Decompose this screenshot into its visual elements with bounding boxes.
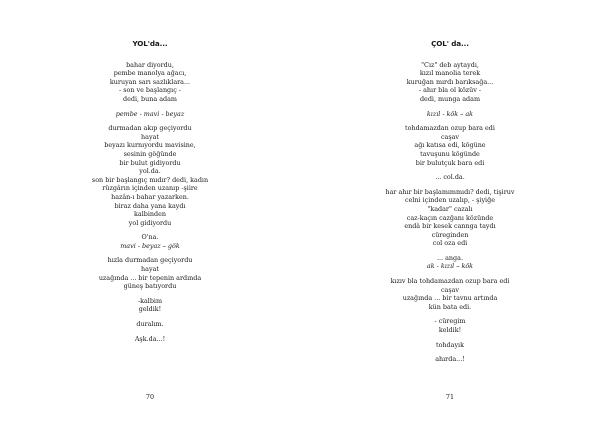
poem-line: hayat xyxy=(141,132,159,141)
poem-line: caşav xyxy=(440,285,460,294)
poem-line: - ahır bla ol közüv - xyxy=(418,86,482,95)
poem-line: kuruğan mırdı barıksağa... xyxy=(406,77,494,86)
poem-line: hazân-ı bahar yazarken. xyxy=(111,192,189,201)
poem-line: kalbinden xyxy=(134,210,166,219)
poem-line: ... col.da. xyxy=(435,173,465,182)
stanza xyxy=(0,233,300,250)
poem-line: - son ve başlangıç - xyxy=(119,86,181,95)
poem-line: kızıl manolia terek xyxy=(419,69,481,78)
right-poem xyxy=(300,40,600,370)
poem-line: pembe - mavi - beyaz xyxy=(115,109,185,118)
stanza xyxy=(0,124,300,227)
stanza xyxy=(0,297,300,314)
stanza xyxy=(0,110,300,119)
stanza xyxy=(0,320,300,329)
poem-line: har ahır bir başlamımmıdı? dedi, tişiruv xyxy=(385,187,515,196)
poem-line: kızıv bla tohdamazdan ozup bara edi xyxy=(390,277,510,286)
stanza xyxy=(300,341,600,350)
poem-line: ak - kızıl – kök xyxy=(426,262,474,271)
poem-line: celni içinden uzalıp, - şiyiğe xyxy=(405,196,495,205)
poem-line: cüreginden xyxy=(431,230,469,239)
stanza xyxy=(300,124,600,167)
left-page-number: 70 xyxy=(145,393,155,401)
poem-line: uzağında ... bir tavnu artında xyxy=(402,294,498,303)
stanza xyxy=(0,256,300,290)
poem-line: tohdayık xyxy=(436,340,464,349)
poem-line: geldik! xyxy=(138,305,162,314)
poem-line: caz-kaçın cazğanı közünde xyxy=(406,213,494,222)
poem-line: yol.da. xyxy=(139,167,161,176)
poem-line: endâ bir kesek cannga taydı xyxy=(404,222,496,231)
poem-line: biraz daha yana kaydı xyxy=(114,201,186,210)
stanza xyxy=(300,254,600,271)
poem-line: dedi, munga adam xyxy=(419,94,481,103)
poem-line: pembe manolya ağacı, xyxy=(113,69,187,78)
stanza xyxy=(300,173,600,182)
poem-line: bir bulut gidiyordu xyxy=(119,158,181,167)
poem-line: rüzgârın içinden uzanıp -şiire xyxy=(102,184,198,193)
poem-line: yol gidiyordu xyxy=(128,218,172,227)
poem-line: sesinin göğünde xyxy=(123,149,177,158)
stanza xyxy=(300,110,600,119)
poem-line: duralım. xyxy=(136,320,164,329)
stanza xyxy=(300,61,600,104)
poem-line: beyazı kurnıyordu mavisine, xyxy=(104,141,196,150)
left-page-title: YOL'da... xyxy=(132,39,168,48)
poem-line: caşav xyxy=(440,132,460,141)
poem-line: keldik! xyxy=(438,326,462,335)
poem-line: ağı katısa edi, kögüne xyxy=(414,141,486,150)
poem-line: durmadan akıp geçiyordu xyxy=(108,124,192,133)
poem-line: son bir başlangıç mıdır? dedi, kadın xyxy=(91,175,209,184)
stanza xyxy=(0,61,300,104)
poem-line: dedi, buna adam xyxy=(122,94,177,103)
poem-line: kızıl - kök – ak xyxy=(426,109,474,118)
poem-line: tohdamazdan ozup bara edi xyxy=(405,124,495,133)
poem-line: "kadar" cazalı xyxy=(427,204,473,213)
right-page-number: 71 xyxy=(445,393,455,401)
poem-line: ... anga. xyxy=(437,253,463,262)
poem-line: -kalbim xyxy=(137,296,163,305)
poem-line: col oza edi xyxy=(432,239,468,248)
left-poem xyxy=(0,40,300,349)
right-page-title: ÇOL' da... xyxy=(431,39,469,48)
stanza xyxy=(300,317,600,334)
poem-line: ahırda...! xyxy=(435,355,465,364)
poem-line: tavuşunu kögünde xyxy=(420,149,480,158)
right-poem-body xyxy=(300,61,600,364)
poem-line: hayat xyxy=(141,265,159,274)
poem-line: Aşk.da...! xyxy=(134,334,166,343)
poem-line: mavi - beyaz – gök xyxy=(120,241,180,250)
poem-line: güneş batıyordu xyxy=(123,282,177,291)
poem-line: bir bulutçuk bara edi xyxy=(415,158,485,167)
stanza xyxy=(300,188,600,248)
poem-line: kuruyan sarı sazlıklara... xyxy=(109,77,191,86)
poem-line: uzağında ... bir tepenin ardında xyxy=(98,273,202,282)
stanza xyxy=(0,335,300,344)
poem-line: bahar diyordu, xyxy=(126,60,174,69)
poem-line: O'na. xyxy=(141,233,159,242)
poem-line: hızla durmadan geçiyordu xyxy=(107,256,193,265)
poem-line: kün bata edi. xyxy=(428,302,472,311)
stanza xyxy=(300,277,600,311)
right-page xyxy=(300,0,600,433)
left-poem-body xyxy=(0,61,300,344)
poem-line: - cüregim xyxy=(434,317,466,326)
stanza xyxy=(300,355,600,364)
poem-line: "Cız" deb aytaydı, xyxy=(421,60,479,69)
